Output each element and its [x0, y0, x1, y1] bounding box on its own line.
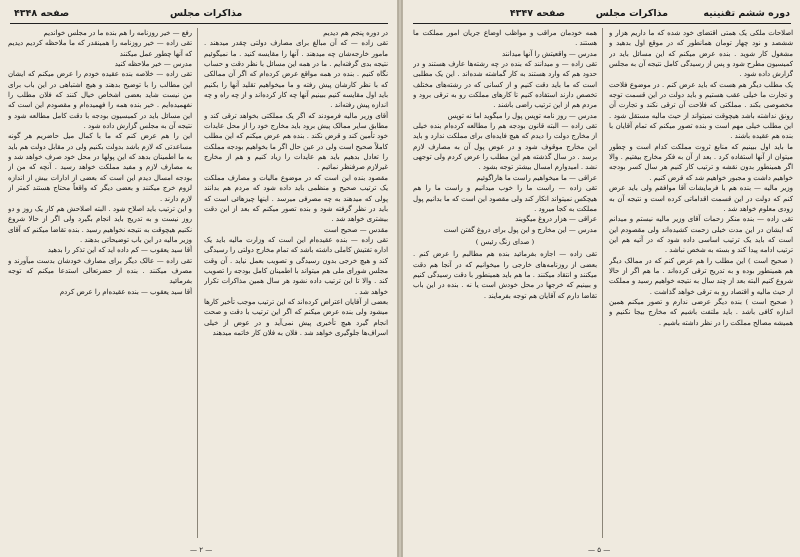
right-page-column-left: [413, 28, 597, 543]
paragraph: آقای وزیر مالیه فرمودند که اگر یک مملکتی بخواهد ترقی کند و مطابق سایر ممالک پیش برود باید مخارج خود را از محل عایدات خود تأمین کند و قرض نکند . بنده هم عرض میکنم که این مطلب کاملاً صحیح است ولی در عین حال اگر ما بخواهیم بودجه مملکت را تعادل بدهیم باید هم عایدات را زیاد کنیم و هم از مخارج غیرلازم صرفنظر نمائیم .: [204, 111, 388, 172]
left-book-title: مذاکرات مجلس: [170, 8, 243, 19]
paragraph: و این ترتیب باید اصلاح شود . البته اصلاحش هم کار یک روز و دو روز نیست و به تدریج باید انجام بگیرد ولی اگر از حالا شروع نکنیم هیچوقت به نتیجه نخواهیم رسید . بنده تقاضا میکنم که آقای وزیر مالیه در این باب توضیحاتی بدهند .: [8, 204, 192, 244]
right-book-title: مذاکرات مجلس: [595, 8, 668, 19]
left-page-foot: — ۲ —: [190, 546, 213, 554]
paragraph: رفع — خیر روزنامه را هم بنده ما در مجلس خواندیم: [43, 29, 192, 37]
right-head-rule: [413, 23, 791, 24]
right-page-column-right: [609, 28, 793, 543]
paragraph: تقی زاده — که آن مبالغ برای مصارف دولتی چقدر میدهند . مامور خارجه‌شان چه میدهند . آنها را مقایسه کنید . ما نمیگوئیم نتیجه بدی گرفته‌ایم . ما در همه این مسائل با نظر دقت و حساب نگاه کنیم . بنده در همه مواقع عرض کرده‌ام که اگر آن ممالکی که با نظر کارشان پیش رفته و ما میخواهیم تقلید آنها را بکنیم باید اول مقایسه کنیم ببینیم آنها چه کار کرده‌اند و از چه راه و چه اندازه پیش رفته‌اند .: [204, 39, 388, 110]
paragraph: تقی زاده — راست ما را خوب میدانیم و راست ما را هم هیچکس نمیتواند انکار کند ولی مقصود این است که ما بدانیم پول مملکت به کجا میرود .: [413, 184, 597, 213]
left-head-rule: [10, 23, 388, 24]
paragraph: تقی زاده — بنده منکر زحمات آقای وزیر مالیه نیستم و میدانم که ایشان در این مدت خیلی زحمت کشیده‌اند ولی مقصودم این است که باید یک ترتیب اساسی داده شود که در آتیه هم این ترتیب ادامه پیدا کند و بسته به شخص نباشد .: [609, 215, 793, 255]
paragraph: یک مطلب دیگر هم هست که باید عرض کنم . در موضوع فلاحت و تجارت ما خیلی عقب هستیم و باید دولت در این قسمت توجه مخصوصی بکند . مملکتی که فلاحت آن ترقی نکند و تجارت آن رونق نداشته باشد هیچوقت نمیتواند از حیث مالیه مستقل شود . این مطلب خیلی مهم است و بنده تصور میکنم که تمام آقایان با بنده هم عقیده باشند .: [609, 80, 793, 141]
right-session-title: دوره ششم تقنینیه: [703, 8, 790, 19]
paragraph: عراقی — ما میخواهیم راست ما هاراگوئیم: [476, 173, 597, 182]
paragraph: مقصود بنده این است که در موضوع مالیات و مصارف مملکت یک ترتیب صحیح و منظمی باید داده شود که مردم هم بدانند پولی که میدهند به چه مصرفی میرسد . اینها چیزهائی است که باید در نظر گرفته شود و بنده تصور میکنم که بعد از این دقت بیشتری خواهد شد .: [204, 173, 388, 224]
paragraph: آقا سید یعقوب — بنده عقیده‌ام را عرض کردم: [59, 287, 192, 296]
paragraph: اصلاحات ملکی یک همتی اقتضای خود شده که ما داریم هزار و ششصد و نود چهار تومان همانطور که در موقع اول بدهید و مشغول کار شوید . بنده عرض میکنم که این مسائل باید در کمیسیون مطرح شود و پس از رسیدگی کامل نتیجه آن به مجلس گزارش داده شود .: [609, 29, 793, 79]
paragraph: تقی زاده — و میدانند که بنده در چه رشته‌ها عارف هستند و در حدود هم که وارد هستند به کار گماشته شده‌اند . این یک مطلبی است که ما باید دقت کنیم و از کسانی که در رشته‌های مختلف تخصص دارند استفاده کنیم تا کارهای مملکت رو به ترقی برود و مردم هم از این ترتیب راضی باشند .: [413, 60, 597, 110]
paragraph: مدرس — این مخارج و این پول برای دروغ گفتن است: [443, 225, 597, 234]
paragraph: تقی زاده — اجازه بفرمائید بنده هم مطالبم را عرض کنم . بعضی از روزنامه‌های خارجی را میخوانیم که در آنجا هم دقت میکنند و انتقاد میکنند . ما هم باید همینطور با دقت رسیدگی کنیم و ببینیم که خرجها در محل خودش است یا نه . بنده در این باب تقاضا دارم که آقایان هم توجه بفرمایند .: [413, 250, 597, 300]
paragraph: این را هم عرض کنم که ما با کمال میل حاضریم هر گونه مساعدتی که لازم باشد بدولت بکنیم ولی در مقابل دولت هم باید به ما اطمینان بدهد که این پولها در محل خود صرف خواهد شد و به مصارف لازم و مفید مملکت خواهد رسید . آنچه که من از بودجه امسال دیدم این است که بعضی از ادارات بیش از اندازه لزوم خرج میکنند و بعضی دیگر که واقعاً محتاج هستند کمتر از لازم دارند .: [8, 132, 192, 203]
paragraph: تقی زاده — خلاصه بنده عقیده خودم را عرض میکنم که ایشان این مطالب را با توضیح بدهند و هیچ اشتباهی در این باب برای من نیست شاید بعضی اشخاص خیال کنند که فلان مطلب را نفهمیده‌ایم . خیر بنده همه را فهمیده‌ام و مقصودم این است که این مسائل باید در کمیسیون بودجه با دقت کامل مطالعه شود و نتیجه آن به مجلس گزارش داده شود .: [8, 70, 192, 131]
paragraph: مقدس — صحیح است: [324, 225, 388, 234]
right-page-label: صفحه ۴۳۴۷: [509, 8, 565, 19]
right-page: [402, 0, 800, 557]
paragraph: عراقی — هزار دروغ میگویند: [515, 215, 597, 224]
paragraph: ( صحیح است ) بنده دیگر عرضی ندارم و تصور میکنم همین اندازه کافی باشد . باید ملتفت باشیم که مخارج بیجا نکنیم و همیشه مصالح مملکت را در نظر داشته باشیم .: [609, 297, 793, 327]
paragraph: همه خودمان مراقب و مواظب اوضاع جریان امور مملکت ما هستند .: [413, 29, 597, 48]
paragraph: تقی زاده — بنده عقیده‌ام این است که وزارت مالیه باید یک اداره تفتیش کاملی داشته باشد که تمام مخارج دولتی را رسیدگی کند و هیچ خرجی بدون رسیدگی و تصویب بعمل نیاید . آن وقت مجلس شورای ملی هم میتواند با اطمینان کامل بودجه را تصویب کند . والا تا این ترتیب داده نشود هر سال همین مذاکرات تکرار خواهد شد .: [204, 235, 388, 296]
right-page-foot: — ۵ —: [588, 546, 611, 554]
paragraph: ( صحیح است ) این مطلب را هم عرض کنم که در ممالک دیگر هم همینطور بوده و به تدریج ترقی کرده‌اند . ما هم اگر از حالا شروع کنیم البته بعد از چند سال به نتیجه خواهیم رسید و مملکت از حیث مالیه و اقتصاد رو به ترقی خواهد گذاشت .: [609, 256, 793, 296]
paragraph: تقی زاده — خیر روزنامه را همینقدر که ما ملاحظه کردیم دیدیم که آنها چطور عمل میکنند: [8, 39, 192, 58]
paragraph: وزیر مالیه — بنده هم با فرمایشات آقا موافقم ولی باید عرض کنم که دولت در این قسمت اقداماتی کرده است و نتیجه آن به زودی معلوم خواهد شد .: [609, 184, 793, 213]
paragraph: ( صدای زنگ رئیس ): [475, 237, 535, 246]
left-page-column-left: [8, 28, 192, 543]
left-page-column-right: [204, 28, 388, 543]
right-column-divider: [602, 28, 603, 538]
paragraph: تقی زاده — عالک دیگر برای مصارف خودشان بدست میآورند و مصرف میکنند . بنده از حضرتعالی استدعا میکنم که توجه بفرمائید: [8, 256, 192, 286]
paragraph: بعضی از آقایان اعتراض کرده‌اند که این ترتیب موجب تأخیر کارها میشود ولی بنده عرض میکنم که اگر این ترتیب با دقت و صحت انجام گیرد هیچ تأخیری پیش نمی‌آید و در عوض از خیلی اسراف‌ها جلوگیری خواهد شد . فلان به فلان کار خاتمه میدهند: [204, 297, 388, 337]
paragraph: ما باید اول ببینیم که منابع ثروت مملکت کدام است و چطور میتوان از آنها استفاده کرد . بعد از آن به فکر مخارج بیفتیم . والا اگر همینطور بدون نقشه و ترتیب کار کنیم هر سال کسر بودجه خواهیم داشت و مجبور خواهیم شد که قرض کنیم .: [609, 142, 793, 182]
left-page-label: صفحه ۴۳۴۸: [14, 8, 70, 19]
paragraph: مدرس — خیر ملاحظه کنید: [114, 60, 192, 69]
paragraph: در دوره پنجم هم دیدیم: [323, 29, 388, 37]
paragraph: مدرس — روز نامه توپس پول را میگوید اما نه توپس: [447, 111, 597, 120]
paragraph: تقی زاده — البته قانون بودجه هم را مطالعه کرده‌ام بنده خیلی از مخارج دولت را دیدم که هیچ فایده‌ای برای مملکت ندارد و باید این مخارج موقوف شود و در عوض پول آن به مصارف لازم برسد . در سال گذشته هم این مطلب را عرض کردم ولی توجهی نشد . امیدوارم امسال بیشتر توجه بشود .: [413, 122, 597, 172]
paragraph: مدرس — واقعیتش را آنها میدانند: [502, 49, 597, 58]
paragraph: آقا سید یعقوب — کم داده اید که این تذکر را بدهید: [47, 246, 192, 255]
left-page: [0, 0, 398, 557]
left-column-divider: [197, 28, 198, 538]
